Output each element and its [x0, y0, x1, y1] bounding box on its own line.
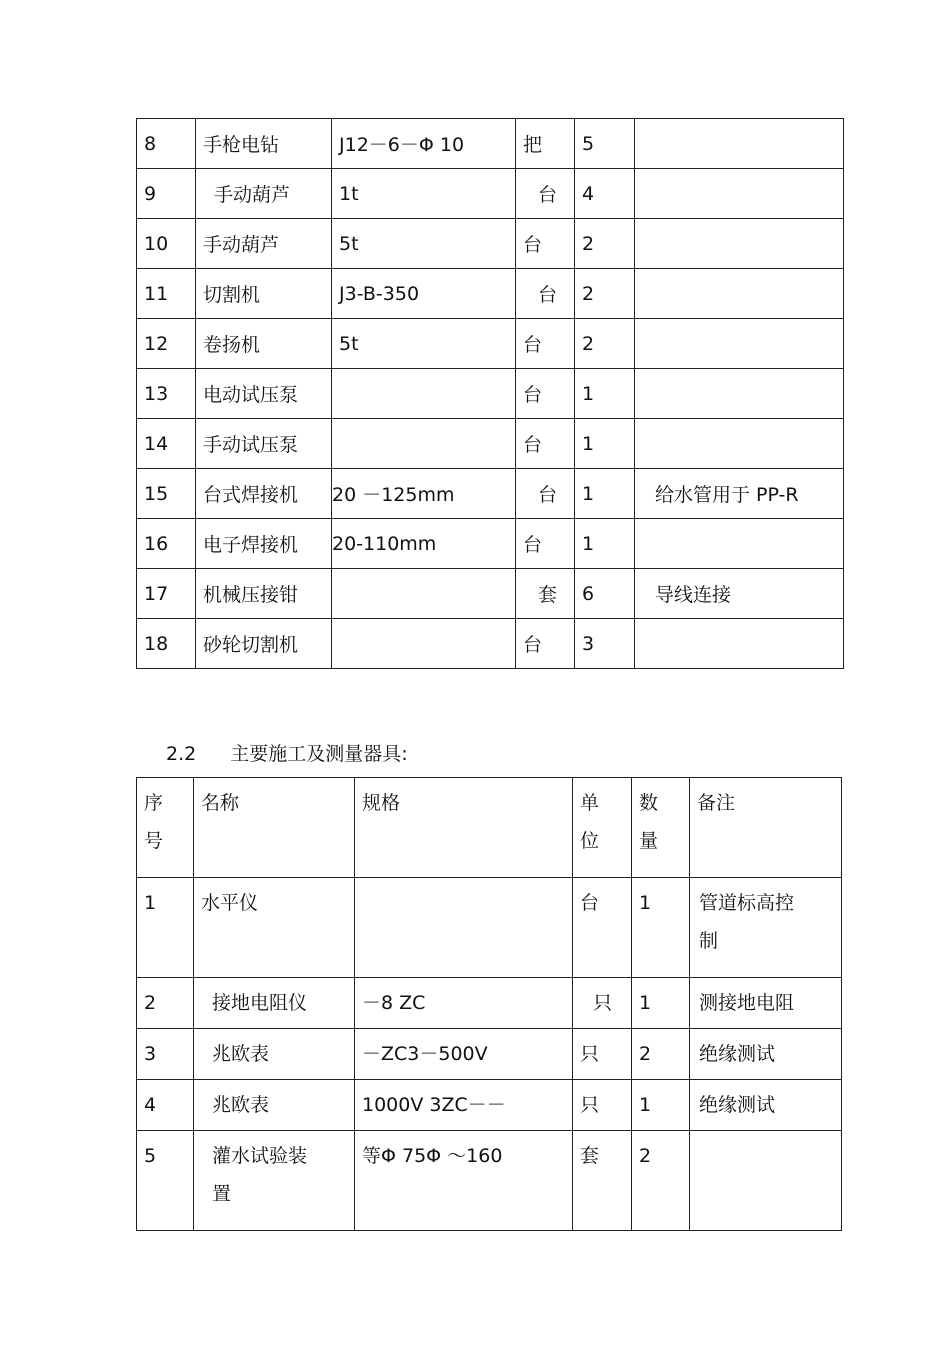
cell-spec: －ZC3－500V — [355, 1029, 573, 1080]
cell-name: 手动葫芦 — [196, 169, 332, 219]
cell-no: 15 — [137, 469, 196, 519]
cell-name: 砂轮切割机 — [196, 619, 332, 669]
cell-no: 18 — [137, 619, 196, 669]
table-row — [137, 978, 842, 1029]
cell-spec: 20 －125mm — [332, 469, 516, 519]
header-note: 备注 — [690, 778, 842, 878]
cell-qty: 4 — [575, 169, 635, 219]
cell-note: 导线连接 — [635, 569, 844, 619]
cell-spec — [332, 619, 516, 669]
table-row — [137, 619, 844, 669]
table-row — [137, 269, 844, 319]
table-row — [137, 878, 842, 978]
cell-unit: 台 — [516, 619, 575, 669]
cell-spec: 20-110mm — [332, 519, 516, 569]
cell-qty: 2 — [575, 219, 635, 269]
cell-unit: 台 — [516, 219, 575, 269]
cell-spec: 5t — [332, 319, 516, 369]
table-row — [137, 419, 844, 469]
cell-qty: 1 — [575, 519, 635, 569]
cell-spec — [355, 878, 573, 978]
header-qty: 数 量 — [632, 778, 690, 878]
section-heading — [166, 739, 408, 766]
cell-qty: 5 — [575, 119, 635, 169]
cell-no: 10 — [137, 219, 196, 269]
cell-spec: 等Φ 75Φ ～160 — [355, 1131, 573, 1231]
table-row — [137, 1080, 842, 1131]
cell-qty: 2 — [575, 319, 635, 369]
cell-note: 绝缘测试 — [690, 1080, 842, 1131]
table-row — [137, 319, 844, 369]
cell-unit: 把 — [516, 119, 575, 169]
cell-qty: 1 — [632, 1080, 690, 1131]
cell-unit: 台 — [573, 878, 632, 978]
table-row — [137, 469, 844, 519]
cell-qty: 2 — [575, 269, 635, 319]
header-spec: 规格 — [355, 778, 573, 878]
cell-qty: 1 — [632, 978, 690, 1029]
cell-qty: 1 — [575, 469, 635, 519]
cell-spec: J3-B-350 — [332, 269, 516, 319]
cell-no: 13 — [137, 369, 196, 419]
cell-qty: 6 — [575, 569, 635, 619]
cell-unit: 只 — [573, 1080, 632, 1131]
cell-note: 给水管用于 PP-R — [635, 469, 844, 519]
cell-note — [635, 319, 844, 369]
cell-spec: 1000V 3ZC－－ — [355, 1080, 573, 1131]
table-header-row — [137, 778, 842, 878]
cell-note — [635, 169, 844, 219]
cell-spec — [332, 369, 516, 419]
cell-no: 2 — [137, 978, 194, 1029]
cell-note — [635, 369, 844, 419]
cell-name: 切割机 — [196, 269, 332, 319]
cell-name: 灌水试验装 置 — [194, 1131, 355, 1231]
cell-no: 8 — [137, 119, 196, 169]
cell-unit: 台 — [516, 169, 575, 219]
cell-unit: 只 — [573, 1029, 632, 1080]
cell-spec — [332, 419, 516, 469]
cell-unit: 台 — [516, 419, 575, 469]
section-number: 2.2 — [166, 743, 197, 765]
table-row — [137, 519, 844, 569]
cell-unit: 台 — [516, 469, 575, 519]
cell-note — [635, 119, 844, 169]
table-row — [137, 169, 844, 219]
cell-name: 手动试压泵 — [196, 419, 332, 469]
cell-unit: 套 — [573, 1131, 632, 1231]
cell-name: 机械压接钳 — [196, 569, 332, 619]
header-no: 序 号 — [137, 778, 194, 878]
header-unit: 单 位 — [573, 778, 632, 878]
cell-note: 绝缘测试 — [690, 1029, 842, 1080]
cell-unit: 台 — [516, 519, 575, 569]
cell-no: 14 — [137, 419, 196, 469]
table-row — [137, 569, 844, 619]
cell-no: 17 — [137, 569, 196, 619]
cell-unit: 套 — [516, 569, 575, 619]
cell-unit: 台 — [516, 269, 575, 319]
cell-no: 12 — [137, 319, 196, 369]
cell-no: 9 — [137, 169, 196, 219]
section-title: 主要施工及测量器具: — [230, 743, 408, 765]
cell-spec — [332, 569, 516, 619]
cell-note — [635, 619, 844, 669]
cell-qty: 1 — [575, 369, 635, 419]
cell-qty: 1 — [632, 878, 690, 978]
cell-no: 3 — [137, 1029, 194, 1080]
cell-note — [635, 219, 844, 269]
cell-spec: －8 ZC — [355, 978, 573, 1029]
cell-note — [635, 519, 844, 569]
cell-spec: 5t — [332, 219, 516, 269]
cell-unit: 台 — [516, 369, 575, 419]
table-row — [137, 219, 844, 269]
cell-name: 兆欧表 — [194, 1080, 355, 1131]
cell-qty: 3 — [575, 619, 635, 669]
cell-no: 1 — [137, 878, 194, 978]
cell-spec: J12－6－Φ 10 — [332, 119, 516, 169]
cell-qty: 2 — [632, 1131, 690, 1231]
measuring-tools-table — [136, 777, 842, 1231]
cell-no: 4 — [137, 1080, 194, 1131]
cell-note — [635, 419, 844, 469]
table-row — [137, 369, 844, 419]
header-name: 名称 — [194, 778, 355, 878]
equipment-table-continued — [136, 118, 844, 669]
table-row — [137, 1029, 842, 1080]
cell-no: 5 — [137, 1131, 194, 1231]
cell-note: 管道标高控 制 — [690, 878, 842, 978]
cell-unit: 台 — [516, 319, 575, 369]
cell-note — [690, 1131, 842, 1231]
cell-spec: 1t — [332, 169, 516, 219]
cell-name: 电子焊接机 — [196, 519, 332, 569]
cell-name: 接地电阻仪 — [194, 978, 355, 1029]
table-row — [137, 1131, 842, 1231]
cell-name: 电动试压泵 — [196, 369, 332, 419]
cell-unit: 只 — [573, 978, 632, 1029]
table-row — [137, 119, 844, 169]
cell-name: 手枪电钻 — [196, 119, 332, 169]
cell-name: 台式焊接机 — [196, 469, 332, 519]
cell-name: 手动葫芦 — [196, 219, 332, 269]
cell-name: 兆欧表 — [194, 1029, 355, 1080]
cell-name: 卷扬机 — [196, 319, 332, 369]
cell-qty: 1 — [575, 419, 635, 469]
cell-name: 水平仪 — [194, 878, 355, 978]
cell-no: 11 — [137, 269, 196, 319]
cell-note — [635, 269, 844, 319]
cell-no: 16 — [137, 519, 196, 569]
cell-note: 测接地电阻 — [690, 978, 842, 1029]
cell-qty: 2 — [632, 1029, 690, 1080]
